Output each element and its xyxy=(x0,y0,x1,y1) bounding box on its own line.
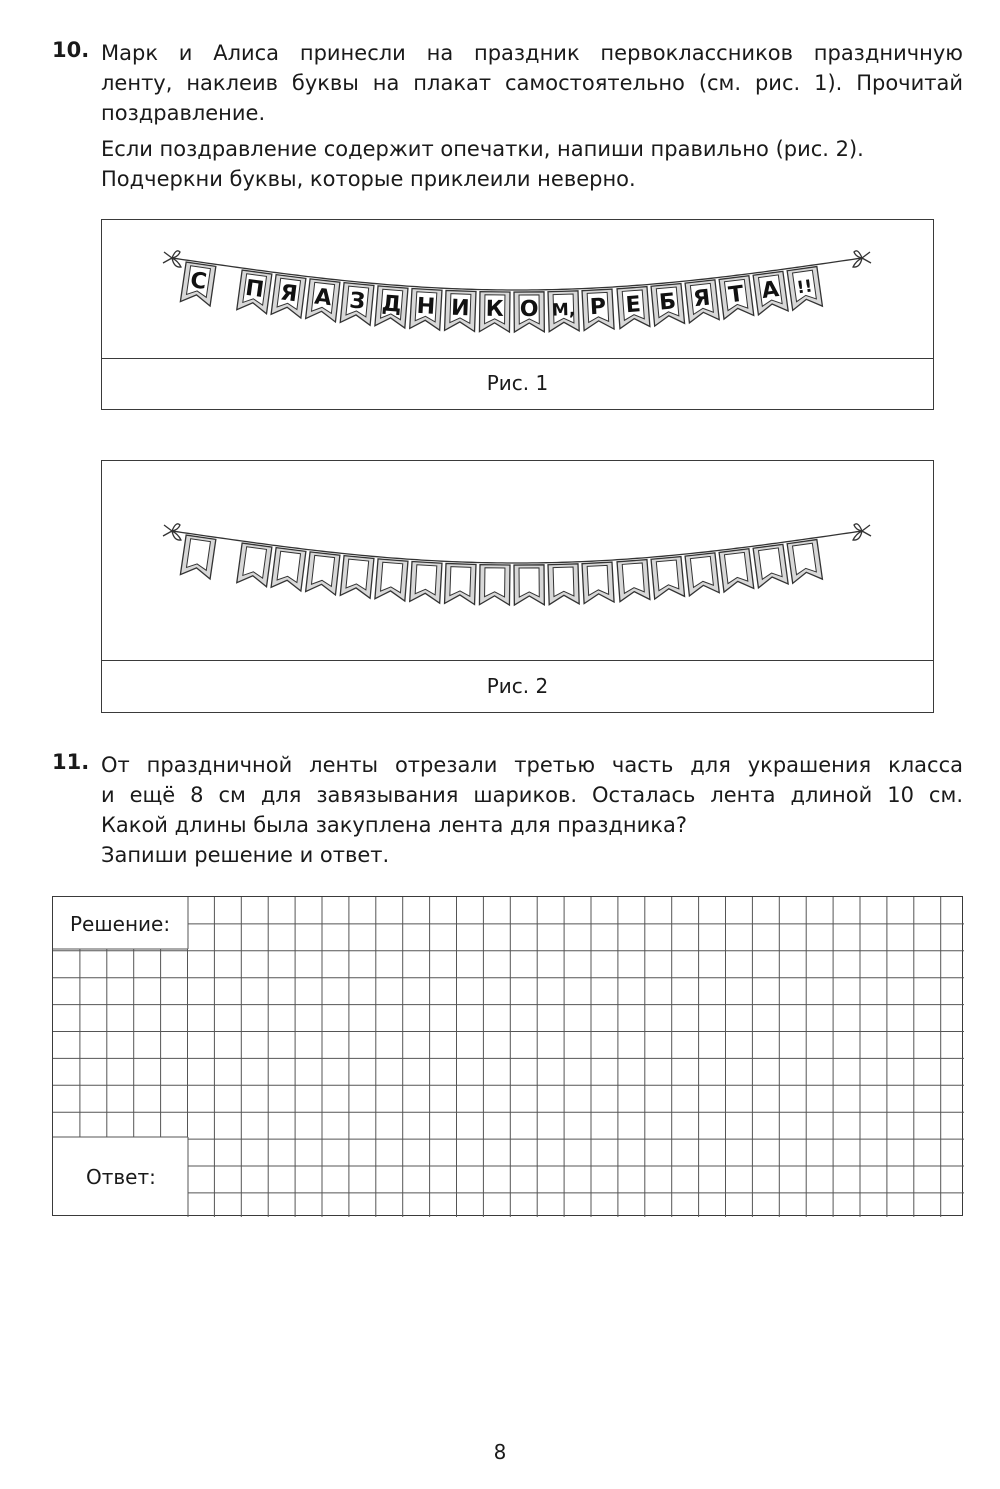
garland-flag xyxy=(410,288,442,330)
garland-flag xyxy=(479,292,510,332)
figure-1 xyxy=(101,219,934,410)
flag-letter: М, xyxy=(551,299,576,321)
garland-flag[interactable] xyxy=(719,549,754,592)
flag-letter: О xyxy=(519,296,539,323)
figure-2-caption: Рис. 2 xyxy=(486,674,549,698)
answer-label: Ответ: xyxy=(86,1165,156,1189)
flag-letter: Н xyxy=(416,293,436,320)
garland-flag[interactable] xyxy=(375,559,408,601)
garland-flag[interactable] xyxy=(479,565,510,605)
garland-flag xyxy=(582,289,614,331)
flag-letter: П xyxy=(243,275,266,304)
answer-grid[interactable] xyxy=(52,896,963,1216)
flag-letter: Р xyxy=(589,294,607,321)
garland-flag[interactable] xyxy=(582,562,614,604)
figure-2 xyxy=(101,460,934,713)
flag-letter: А xyxy=(760,277,781,305)
garland-flag xyxy=(306,279,340,322)
page-number: 8 xyxy=(493,1440,507,1464)
garland-flag xyxy=(651,284,685,327)
solution-label: Решение: xyxy=(70,912,171,936)
task-11-line-1: От праздничной ленты отрезали третью часть для украшения класса xyxy=(101,753,963,777)
garland-flag[interactable] xyxy=(237,543,272,587)
flag-letter: С xyxy=(188,267,209,296)
flag-letter: Е xyxy=(624,292,642,319)
garland-flag[interactable] xyxy=(271,548,306,591)
garland-flag[interactable] xyxy=(514,565,544,605)
garland-flag[interactable] xyxy=(685,553,719,596)
flag-letter: !! xyxy=(795,276,814,299)
flag-letter: К xyxy=(485,296,504,322)
garland-flag xyxy=(237,270,272,314)
empty-garland[interactable] xyxy=(102,461,932,661)
garland-flag[interactable] xyxy=(180,535,215,579)
flag-letter: Т xyxy=(727,281,746,309)
task-10-instruction-line-2: Подчеркни буквы, которые приклеили неверно. xyxy=(101,167,636,191)
garland-flag[interactable] xyxy=(306,552,340,595)
flag-letter: А xyxy=(313,284,333,312)
garland-flag xyxy=(180,262,215,306)
garland-flag[interactable] xyxy=(753,544,788,588)
task-11-instruction: Запиши решение и ответ. xyxy=(101,843,390,867)
garland-flag xyxy=(445,290,476,331)
grid-lines xyxy=(53,897,964,1217)
task-10-instruction xyxy=(101,134,963,194)
garland-flag xyxy=(514,292,544,332)
flag-letter: Б xyxy=(658,289,678,316)
task-11-number: 11. xyxy=(52,750,90,774)
garland-flag xyxy=(375,286,408,328)
task-10-line-2: ленту, наклеив буквы на плакат самостоятельно (см. рис. 1). Прочитай xyxy=(101,71,963,95)
garland-flag xyxy=(719,276,754,319)
garland-with-letters xyxy=(102,220,932,359)
garland-flag[interactable] xyxy=(410,561,442,603)
garland-flag[interactable] xyxy=(617,560,650,602)
task-10-text xyxy=(101,38,963,128)
garland-flag xyxy=(685,280,719,323)
garland-flag[interactable] xyxy=(651,557,685,600)
task-11-text xyxy=(101,750,963,840)
graph-paper-grid[interactable] xyxy=(53,897,964,1217)
garland-flag xyxy=(753,271,788,315)
garland-flag xyxy=(271,275,306,318)
garland-flag xyxy=(340,283,374,326)
flag-letter: З xyxy=(348,288,367,315)
flag-letter: И xyxy=(450,295,471,322)
garland-flag[interactable] xyxy=(340,556,374,599)
garland-flag[interactable] xyxy=(548,564,579,605)
figure-1-caption: Рис. 1 xyxy=(486,371,549,395)
task-10-number: 10. xyxy=(52,38,90,62)
task-11-line-3: Какой длины была закуплена лента для праздника? xyxy=(101,813,687,837)
garland-flag[interactable] xyxy=(787,540,822,584)
flag-letter: Д xyxy=(380,291,403,318)
garland-flag[interactable] xyxy=(445,563,476,604)
garland-flag xyxy=(787,267,822,311)
flag-letter: Я xyxy=(692,285,712,313)
garland-flag xyxy=(548,291,579,332)
task-10-line-3: поздравление. xyxy=(101,101,266,125)
flag-letter: Я xyxy=(278,280,299,308)
garland-flag xyxy=(617,287,650,329)
task-10-instruction-line-1: Если поздравление содержит опечатки, напиши правильно (рис. 2). xyxy=(101,137,864,161)
task-11-line-2: и ещё 8 см для завязывания шариков. Осталась лента длиной 10 см. xyxy=(101,783,963,807)
task-10-line-1: Марк и Алиса принесли на праздник первоклассников праздничную xyxy=(101,41,963,65)
